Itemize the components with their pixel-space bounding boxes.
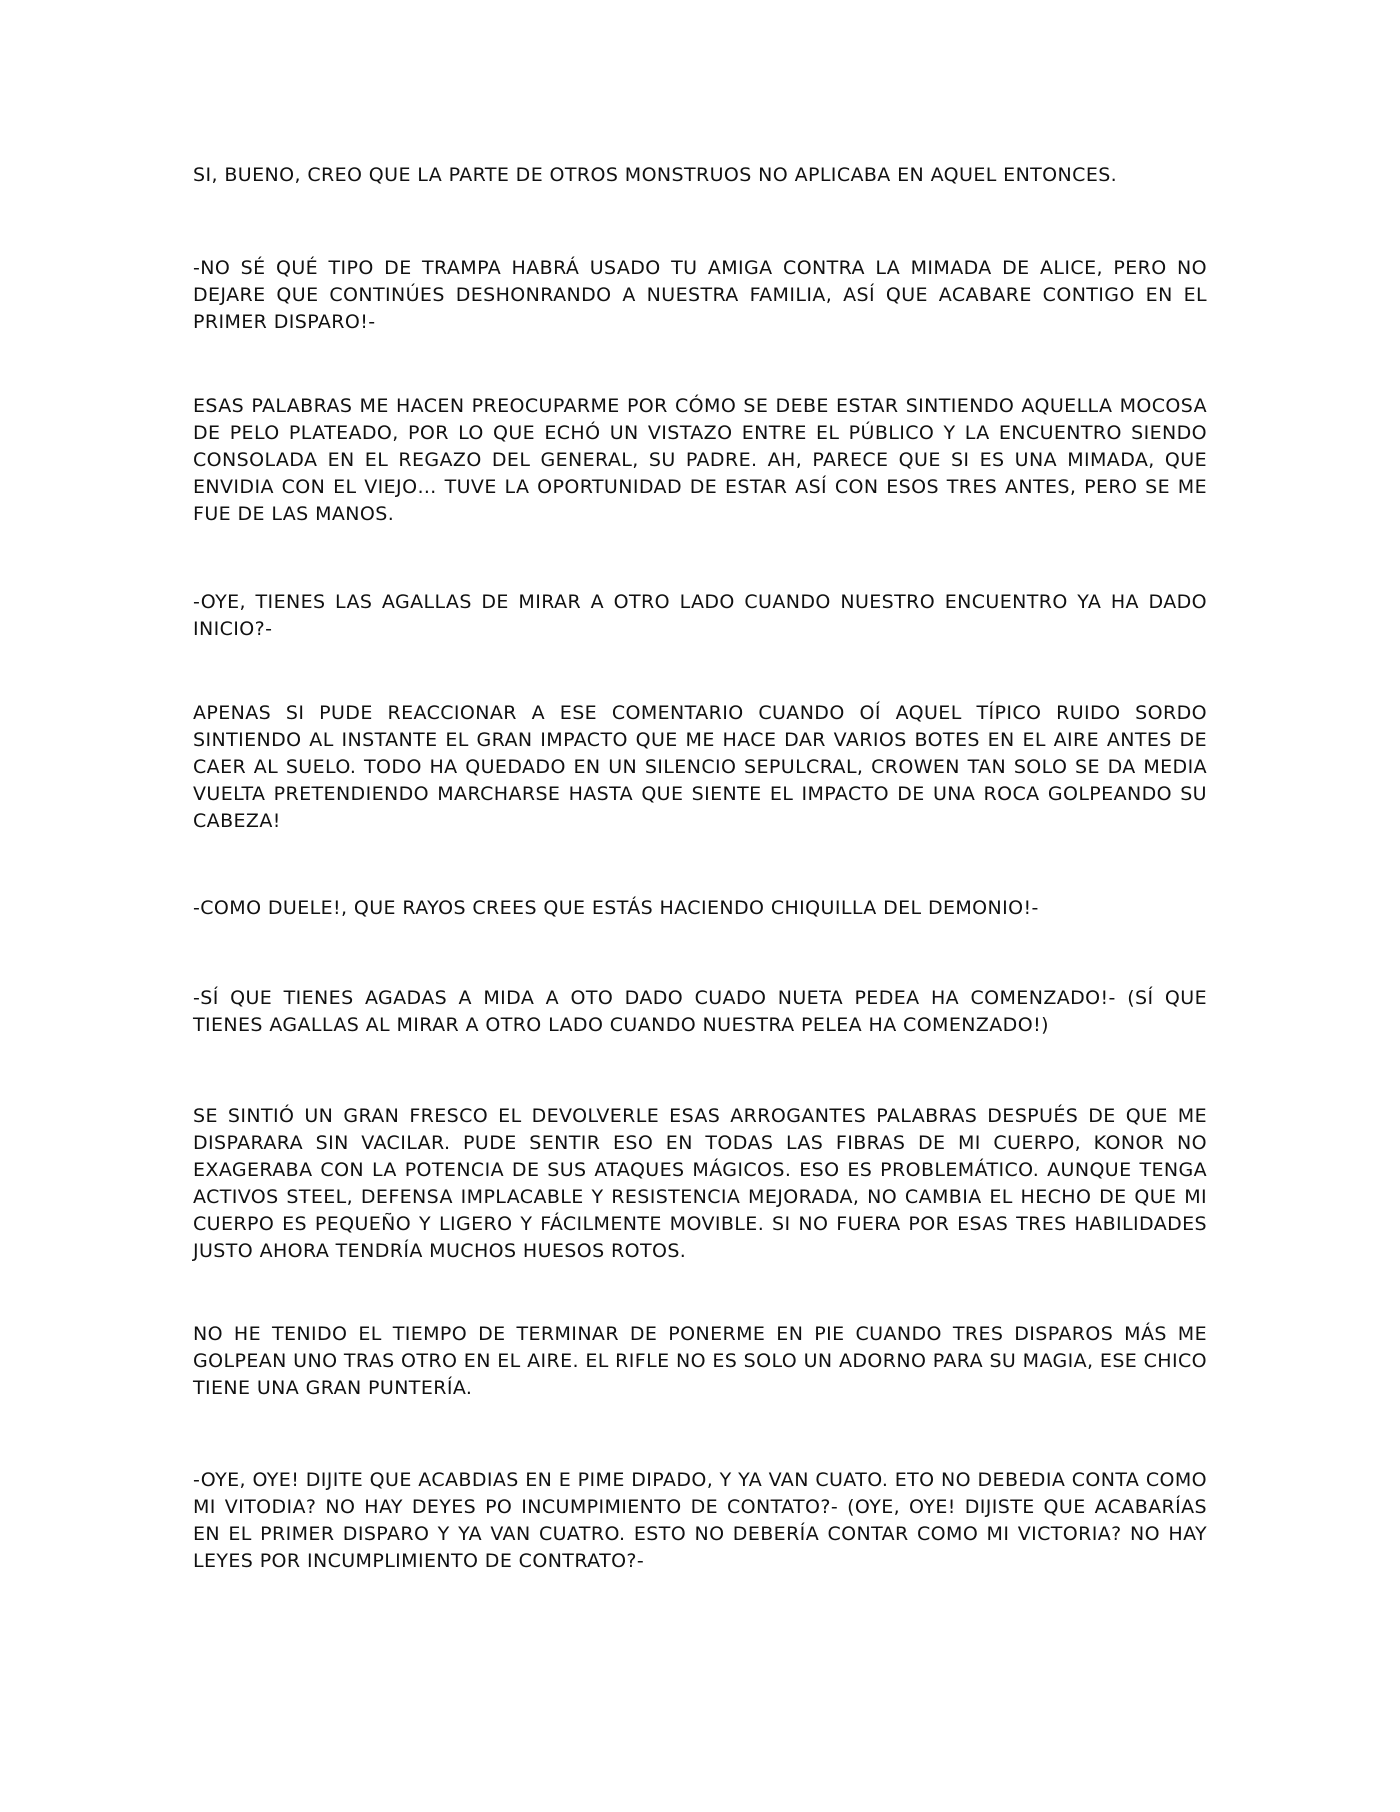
paragraph-5: APENAS SI PUDE REACCIONAR A ESE COMENTARIO CUANDO OÍ AQUEL TÍPICO RUIDO SORDO SINTIENDO AL INSTANTE EL GRAN IMPACTO QUE ME HACE DAR VARIOS BOTES EN EL AIRE ANTES DE CAER AL SUELO. TODO HA QUEDADO EN UN SILENCIO SEPULCRAL, CROWEN TAN SOLO SE DA MEDIA VUELTA PRETENDIENDO MARCHARSE HASTA QUE SIENTE EL IMPACTO DE UNA ROCA GOLPEANDO SU CABEZA!	[193, 702, 1207, 832]
paragraph-2: -NO SÉ QUÉ TIPO DE TRAMPA HABRÁ USADO TU AMIGA CONTRA LA MIMADA DE ALICE, PERO NO DEJARE QUE CONTINÚES DESHONRANDO A NUESTRA FAMILIA, ASÍ QUE ACABARE CONTIGO EN EL PRIMER DISPARO!-	[193, 257, 1207, 333]
paragraph-8: SE SINTIÓ UN GRAN FRESCO EL DEVOLVERLE ESAS ARROGANTES PALABRAS DESPUÉS DE QUE ME DISPARARA SIN VACILAR. PUDE SENTIR ESO EN TODAS LAS FIBRAS DE MI CUERPO, KONOR NO EXAGERABA CON LA POTENCIA DE SUS ATAQUES MÁGICOS. ESO ES PROBLEMÁTICO. AUNQUE TENGA ACTIVOS STEEL, DEFENSA IMPLACABLE Y RESISTENCIA MEJORADA, NO CAMBIA EL HECHO DE QUE MI CUERPO ES PEQUEÑO Y LIGERO Y FÁCILMENTE MOVIBLE. SI NO FUERA POR ESAS TRES HABILIDADES JUSTO AHORA TENDRÍA MUCHOS HUESOS ROTOS.	[193, 1105, 1207, 1262]
paragraph-9: NO HE TENIDO EL TIEMPO DE TERMINAR DE PONERME EN PIE CUANDO TRES DISPAROS MÁS ME GOLPEAN UNO TRAS OTRO EN EL AIRE. EL RIFLE NO ES SOLO UN ADORNO PARA SU MAGIA, ESE CHICO TIENE UNA GRAN PUNTERÍA.	[193, 1323, 1207, 1399]
paragraph-3: ESAS PALABRAS ME HACEN PREOCUPARME POR CÓMO SE DEBE ESTAR SINTIENDO AQUELLA MOCOSA DE PELO PLATEADO, POR LO QUE ECHÓ UN VISTAZO ENTRE EL PÚBLICO Y LA ENCUENTRO SIENDO CONSOLADA EN EL REGAZO DEL GENERAL, SU PADRE. AH, PARECE QUE SI ES UNA MIMADA, QUE ENVIDIA CON EL VIEJO… TUVE LA OPORTUNIDAD DE ESTAR ASÍ CON ESOS TRES ANTES, PERO SE ME FUE DE LAS MANOS.	[193, 395, 1207, 525]
paragraph-10: -OYE, OYE! DIJITE QUE ACABDIAS EN E PIME DIPADO, Y YA VAN CUATO. ETO NO DEBEDIA CONTA COMO MI VITODIA? NO HAY DEYES PO INCUMPIMIENTO DE CONTATO?- (OYE, OYE! DIJISTE QUE ACABARÍAS EN EL PRIMER DISPARO Y YA VAN CUATRO. ESTO NO DEBERÍA CONTAR COMO MI VICTORIA? NO HAY LEYES POR INCUMPLIMIENTO DE CONTRATO?-	[193, 1469, 1207, 1572]
paragraph-6: -COMO DUELE!, QUE RAYOS CREES QUE ESTÁS HACIENDO CHIQUILLA DEL DEMONIO!-	[193, 897, 1039, 919]
paragraph-7: -SÍ QUE TIENES AGADAS A MIDA A OTO DADO CUADO NUETA PEDEA HA COMENZADO!- (SÍ QUE TIENES AGALLAS AL MIRAR A OTRO LADO CUANDO NUESTRA PELEA HA COMENZADO!)	[193, 987, 1207, 1036]
paragraph-1: SI, BUENO, CREO QUE LA PARTE DE OTROS MONSTRUOS NO APLICABA EN AQUEL ENTONCES.	[193, 164, 1118, 186]
paragraph-4: -OYE, TIENES LAS AGALLAS DE MIRAR A OTRO LADO CUANDO NUESTRO ENCUENTRO YA HA DADO INICIO?-	[193, 591, 1207, 640]
